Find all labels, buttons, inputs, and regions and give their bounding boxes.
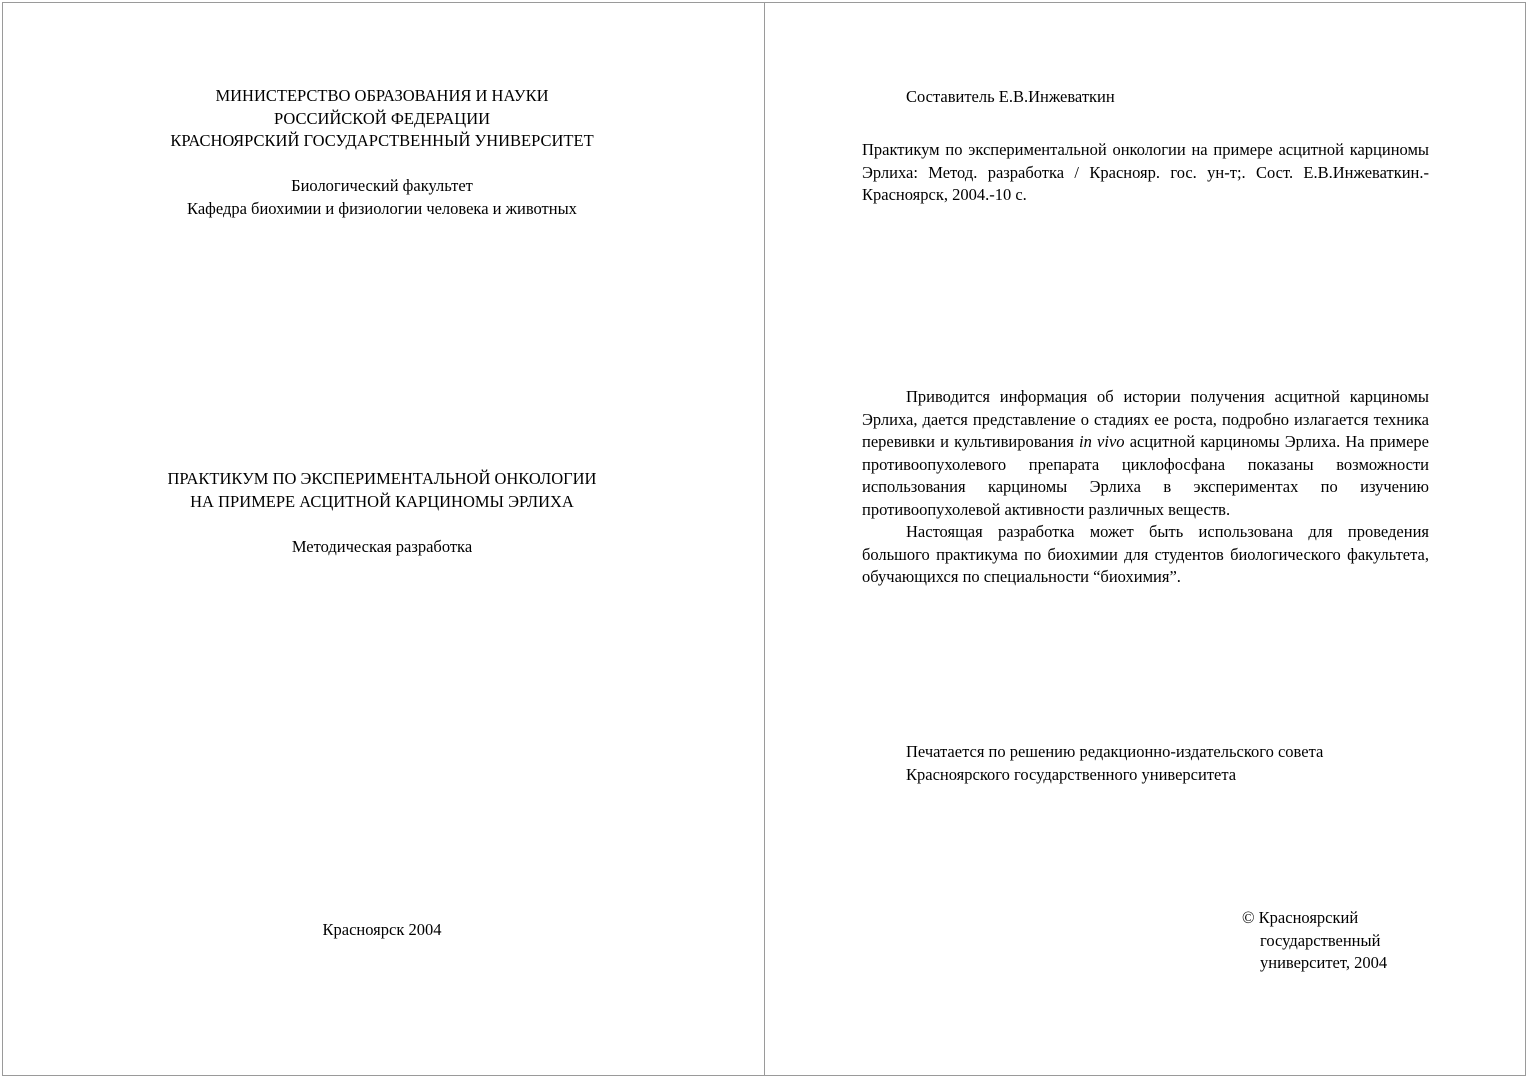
- department-line: Кафедра биохимии и физиологии человека и животных: [187, 198, 577, 218]
- abstract-paragraph-1: Приводится информация об истории получения асцитной карциномы Эрлиха, дается представление о стадиях ее роста, подробно излагается техника перевивки и культивирования in vivo асцитной карциномы Эрлиха. На примере противоопухолевого препарата циклофосфана показаны возможности использования карциномы Эрлиха в экспериментах по изучению противоопухолевой активности различных веществ.: [862, 387, 1430, 519]
- abstract-paragraph-2: Настоящая разработка может быть использована для проведения большого практикума по биохимии для студентов биологического факультета, обучающихся по специальности “биохимия”.: [862, 522, 1429, 586]
- publishing-line-1: Печатается по решению редакционно-издательского совета: [906, 742, 1324, 761]
- document-type: Методическая разработка: [291, 537, 473, 556]
- document-title: [0, 468, 764, 513]
- abstract: [862, 386, 1429, 589]
- publishing-line-2: Красноярского государственного университета: [906, 764, 1237, 784]
- bibliographic-citation: [862, 139, 1429, 207]
- citation-text: Практикум по экспериментальной онкологии на примере асцитной карциномы Эрлиха: Метод. разработка / Краснояр. гос. ун-т;. Сост. Е.В.Инжеваткин.-Красноярск, 2004.-10 с.: [862, 140, 1429, 204]
- ministry-header: [0, 85, 764, 153]
- ministry-line-3: КРАСНОЯРСКИЙ ГОСУДАРСТВЕННЫЙ УНИВЕРСИТЕТ: [170, 131, 594, 150]
- faculty-block: [0, 175, 764, 220]
- title-line-2: НА ПРИМЕРЕ АСЦИТНОЙ КАРЦИНОМЫ ЭРЛИХА: [190, 491, 574, 511]
- title-line-1: ПРАКТИКУМ ПО ЭКСПЕРИМЕНТАЛЬНОЙ ОНКОЛОГИИ: [167, 469, 597, 488]
- imprint-page: [765, 0, 1528, 1080]
- copyright-line-1: © Красноярский: [1242, 908, 1359, 927]
- ministry-line-2: РОССИЙСКОЙ ФЕДЕРАЦИИ: [273, 108, 491, 128]
- copyright-notice: [1242, 907, 1387, 975]
- faculty-line: Биологический факультет: [291, 176, 473, 195]
- publishing-note: [906, 741, 1323, 786]
- copyright-line-2: государственный: [1260, 930, 1381, 950]
- in-vivo-italic: in vivo: [1079, 432, 1125, 451]
- city-year: Красноярск 2004: [322, 920, 442, 939]
- ministry-line-1: МИНИСТЕРСТВО ОБРАЗОВАНИЯ И НАУКИ: [215, 86, 549, 105]
- compiler-line: Составитель Е.В.Инжеваткин: [906, 87, 1115, 106]
- copyright-line-3: университет, 2004: [1260, 953, 1388, 972]
